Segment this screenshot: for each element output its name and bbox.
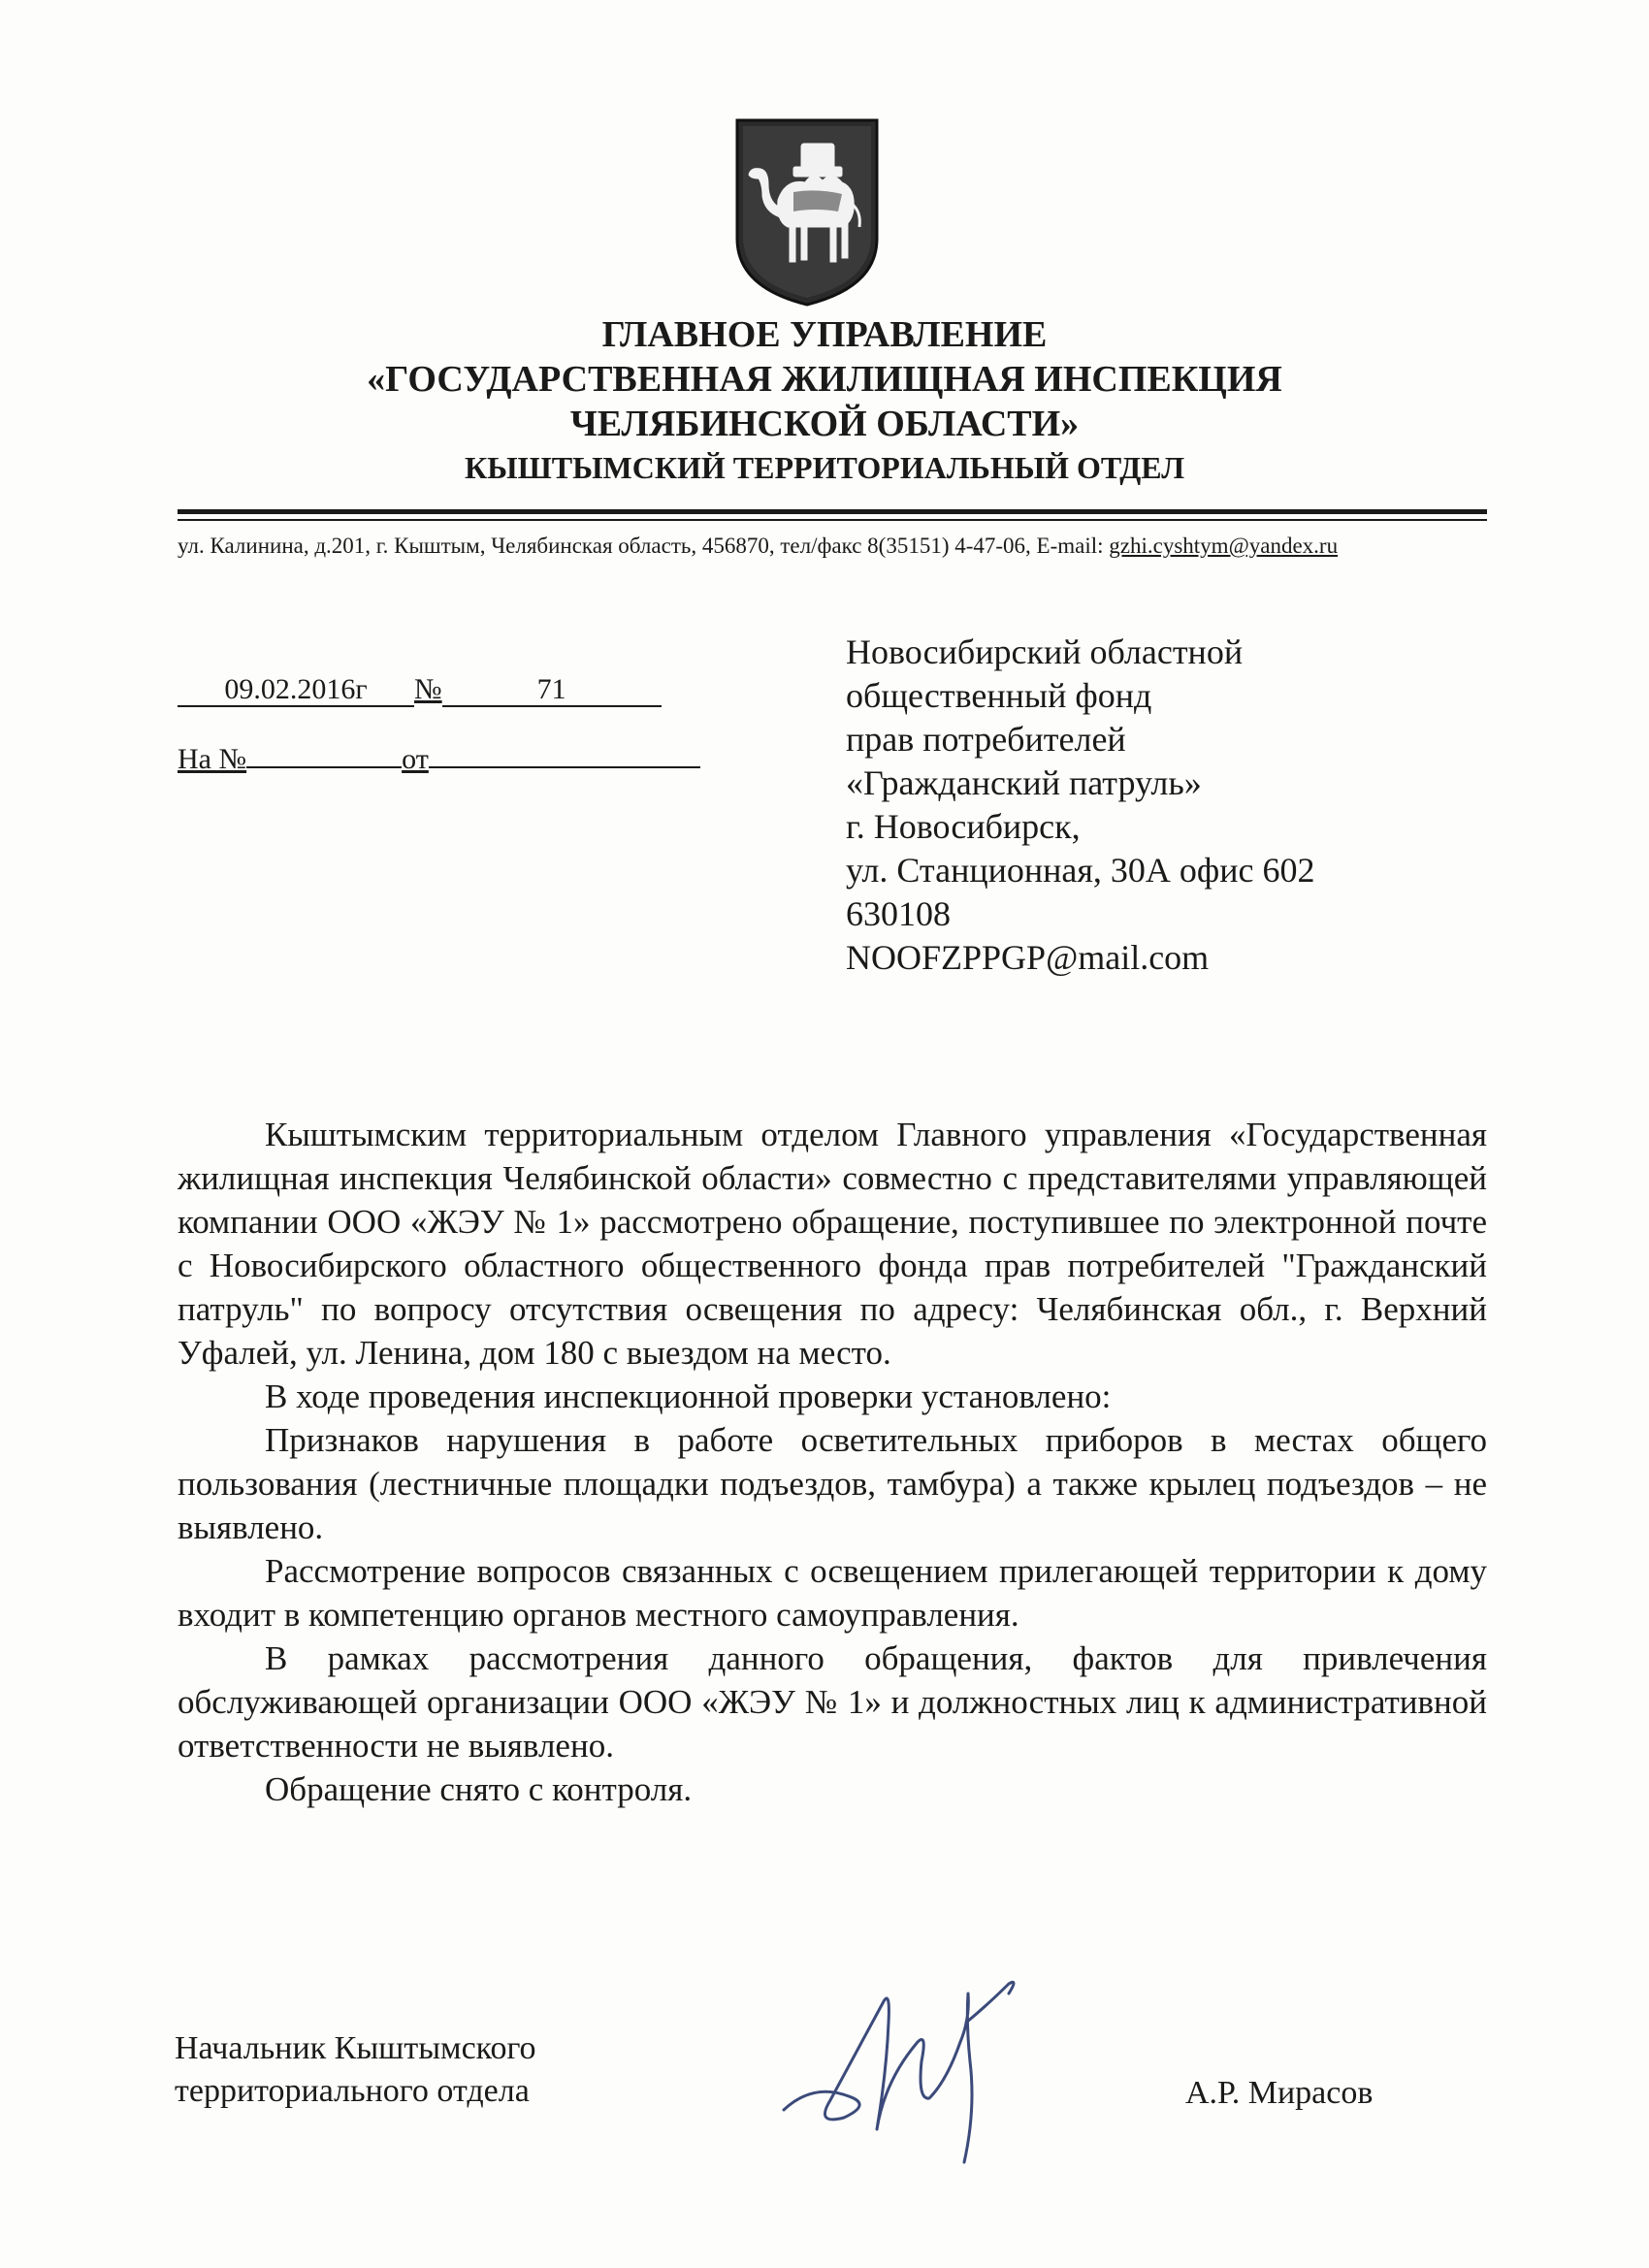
outgoing-number: 71 <box>442 672 662 707</box>
signatory-name: А.Р. Мирасов <box>1185 2075 1374 2111</box>
reply-reference-line <box>178 737 700 777</box>
outgoing-number-line <box>178 672 662 707</box>
outgoing-number-label: № <box>414 673 442 705</box>
reply-number-label: На № <box>178 743 247 775</box>
header-divider-thick <box>178 509 1487 514</box>
body-paragraph: Обращение снято с контроля. <box>265 1770 693 1808</box>
letter-body <box>178 1113 1487 1811</box>
recipient-line: ул. Станционная, 30А офис 602 <box>846 851 1315 890</box>
outgoing-date: 09.02.2016г <box>178 672 414 707</box>
letterhead <box>165 312 1484 489</box>
letterhead-line-2: «ГОСУДАРСТВЕННАЯ ЖИЛИЩНАЯ ИНСПЕКЦИЯ <box>367 359 1282 400</box>
recipient-line: Новосибирский областной <box>846 632 1244 671</box>
letterhead-department: КЫШТЫМСКИЙ ТЕРРИТОРИАЛЬНЫЙ ОТДЕЛ <box>464 450 1185 485</box>
body-paragraph: В рамках рассмотрения данного обращения, фактов для привлечения обслуживающей организации ООО «ЖЭУ № 1» и должностных лиц к административной ответственности не выявлено. <box>178 1639 1487 1765</box>
recipient-line: г. Новосибирск, <box>846 807 1081 846</box>
body-paragraph: Кыштымским территориальным отделом Главного управления «Государственная жилищная инспекция Челябинской области» совместно с представителями управляющей компании ООО «ЖЭУ № 1» рассмотрено обращение, поступившее по электронной почте с Новосибирского областного общественного фонда прав потребителей "Гражданский патруль" по вопросу отсутствия освещения по адресу: Челябинская обл., г. Верхний Уфалей, ул. Ленина, дом 180 с выездом на место. <box>178 1116 1487 1372</box>
letterhead-line-1: ГЛАВНОЕ УПРАВЛЕНИЕ <box>601 314 1048 355</box>
body-paragraph: Рассмотрение вопросов связанных с освещением прилегающей территории к дому входит в компетенцию органов местного самоуправления. <box>178 1552 1487 1634</box>
address-text: ул. Калинина, д.201, г. Кыштым, Челябинская область, 456870, тел/факс 8(35151) 4-47-06, E-mail: <box>178 534 1110 558</box>
signatory-position <box>175 2027 536 2113</box>
recipient-line: «Гражданский патруль» <box>846 763 1202 802</box>
recipient-email: NOOFZPPGP@mail.com <box>846 938 1210 977</box>
header-divider-thin <box>178 519 1487 521</box>
contact-address <box>178 532 1487 561</box>
address-email: gzhi.cyshtym@yandex.ru <box>1109 534 1339 558</box>
signatory-position-line-2: территориального отдела <box>175 2073 530 2109</box>
recipient-line: прав потребителей <box>846 720 1126 759</box>
handwritten-signature <box>776 1964 1057 2168</box>
recipient-line: общественный фонд <box>846 676 1152 715</box>
reply-from-label: от <box>402 743 429 775</box>
coat-of-arms-emblem <box>729 114 885 308</box>
recipient-block <box>846 631 1315 980</box>
signatory-position-line-1: Начальник Кыштымского <box>175 2030 536 2066</box>
body-paragraph: В ходе проведения инспекционной проверки установлено: <box>265 1377 1112 1415</box>
reply-number-blank <box>246 737 402 768</box>
reply-date-blank <box>429 737 700 768</box>
body-paragraph: Признаков нарушения в работе осветительных приборов в местах общего пользования (лестничные площадки подъездов, тамбура) а также крылец подъездов – не выявлено. <box>178 1421 1487 1546</box>
recipient-line: 630108 <box>846 894 951 933</box>
letterhead-line-3: ЧЕЛЯБИНСКОЙ ОБЛАСТИ» <box>569 404 1080 444</box>
